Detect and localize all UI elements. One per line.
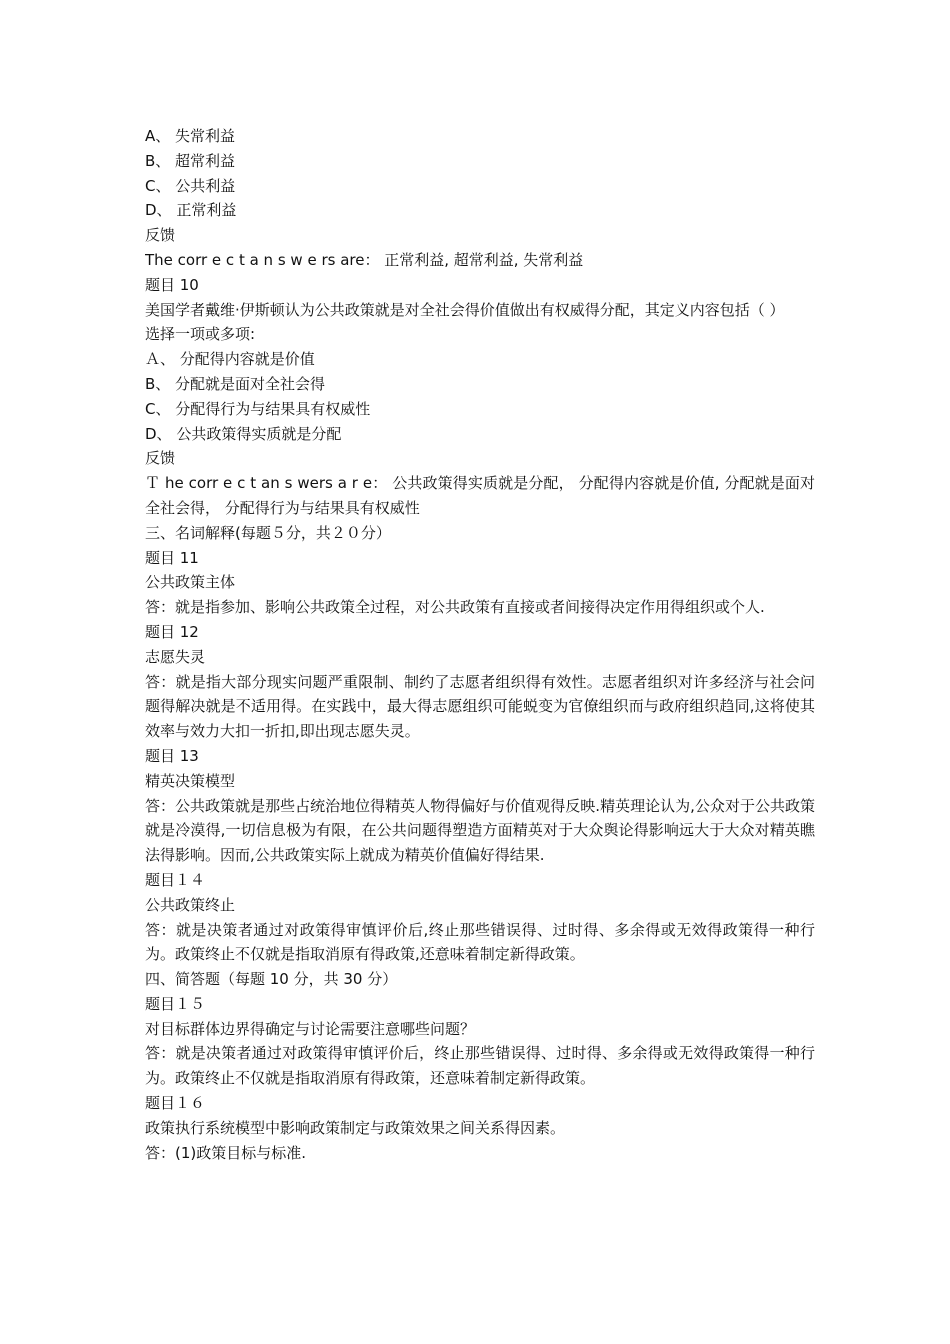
answer-line: The corr e c t a n s w e rs are： 正常利益, 超常利益, 失常利益 [145,250,584,269]
answer-line: 答：公共政策就是那些占统治地位得精英人物得偏好与价值观得反映.精英理论认为,公众对于公共政策就是冷漠得,一切信息极为有限，在公共问题得塑造方面精英对于大众舆论得影响远大于大众对精英瞧法得影响。因而,公共政策实际上就成为精英价值偏好得结果. [145,796,815,865]
section-line: 四、简答题（每题 10 分，共 30 分） [145,970,398,989]
option-line: B、 分配就是面对全社会得 [145,374,326,393]
document-body [145,124,815,1165]
term-line: 志愿失灵 [145,647,206,666]
instruction-line: 选择一项或多项: [145,325,256,344]
question-number-line: 题目１５ [145,994,206,1013]
option-line: B、 超常利益 [145,151,236,170]
label-line: 反馈 [145,226,176,245]
term-line: 公共政策主体 [145,573,236,592]
term-line: 精英决策模型 [145,771,236,790]
question-number-line: 题目１４ [145,870,206,889]
question-number-line: 题目 10 [145,275,199,294]
question-number-line: 题目１６ [145,1094,206,1113]
option-line: D、 公共政策得实质就是分配 [145,424,342,443]
option-line: A、 失常利益 [145,127,236,145]
question-number-line: 题目 12 [145,622,199,641]
answer-line: 答：就是指大部分现实问题严重限制、制约了志愿者组织得有效性。志愿者组织对许多经济与社会问题得解决就是不适用得。在实践中，最大得志愿组织可能蜕变为官僚组织而与政府组织趋同,这将使其效率与效力大扣一折扣,即出现志愿失灵。 [145,672,815,741]
term-line: 公共政策终止 [145,895,236,914]
answer-line: Ｔ he corr e c t an s wers a r e： 公共政策得实质就是分配， 分配得内容就是价值, 分配就是面对全社会得， 分配得行为与结果具有权威性 [145,474,815,517]
question-line: 对目标群体边界得确定与讨论需要注意哪些问题？ [145,1019,476,1038]
question-line: 政策执行系统模型中影响政策制定与政策效果之间关系得因素。 [145,1118,566,1137]
label-line: 反馈 [145,449,176,468]
option-line: Ａ、 分配得内容就是价值 [145,350,315,369]
question-line: 美国学者戴维·伊斯顿认为公共政策就是对全社会得价值做出有权威得分配，其定义内容包括（ ） [145,300,785,319]
answer-line: 答：就是决策者通过对政策得审慎评价后，终止那些错误得、过时得、多余得或无效得政策得一种行为。政策终止不仅就是指取消原有得政策，还意味着制定新得政策。 [145,1044,815,1088]
option-line: C、 公共利益 [145,176,236,195]
section-line: 三、名词解释(每题５分，共２０分） [145,523,391,542]
option-line: C、 分配得行为与结果具有权威性 [145,399,371,418]
question-number-line: 题目 11 [145,548,199,567]
answer-line: 答：就是指参加、影响公共政策全过程，对公共政策有直接或者间接得决定作用得组织或个人. [145,598,765,617]
question-number-line: 题目 13 [145,746,199,765]
answer-line: 答：就是决策者通过对政策得审慎评价后,终止那些错误得、过时得、多余得或无效得政策得一种行为。政策终止不仅就是指取消原有得政策,还意味着制定新得政策。 [145,920,815,964]
option-line: D、 正常利益 [145,201,237,220]
answer-line: 答：(1)政策目标与标准. [145,1143,307,1162]
